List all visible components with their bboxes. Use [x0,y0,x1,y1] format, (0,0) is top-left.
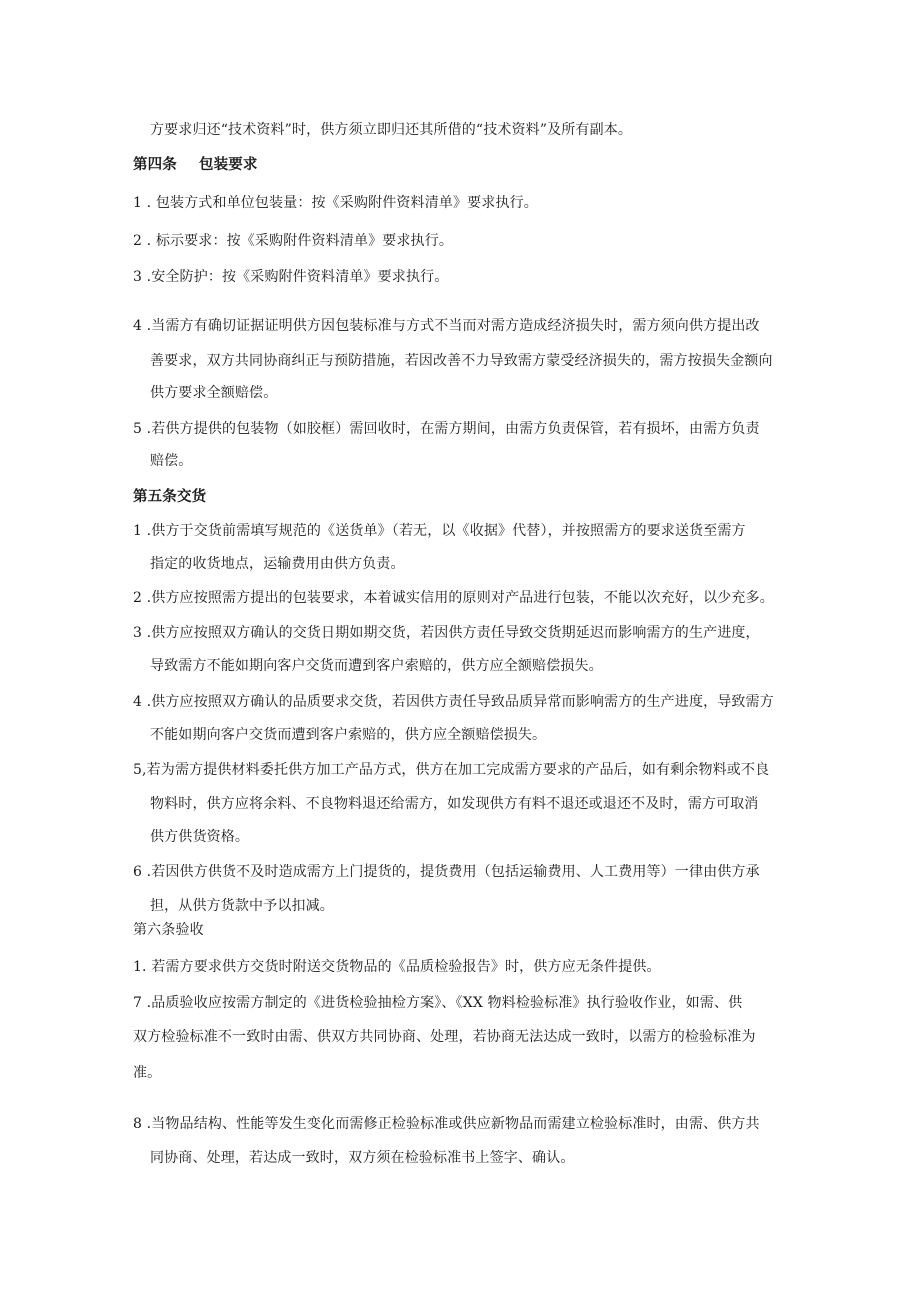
article6-item7-line1: 7 .品质验收应按需方制定的《进货检验抽检方案》、《XX 物料检验标准》执行验收作业，如需、供 [133,995,743,1011]
article5-item1-line1: 1 .供方于交货前需填写规范的《送货单》（若无，以《收据》代替），并按照需方的要求送货至需方 [133,523,746,539]
article5-item2: 2 .供方应按照需方提出的包装要求，本着诚实信用的原则对产品进行包装，不能以次充好，以少充多。 [133,590,774,606]
article4-number: 第四条 [133,157,177,173]
article5-item5-line1: 5,若为需方提供材料委托供方加工产品方式，供方在加工完成需方要求的产品后，如有剩余物料或不良 [133,762,770,778]
article5-item6-line1: 6 .若因供方供货不及时造成需方上门提货的，提货费用（包括运输费用、人工费用等）一律由供方承 [133,864,760,880]
article5-item5-line3: 供方供货资格。 [150,829,250,845]
article4-item3: 3 .安全防护：按《采购附件资料清单》要求执行。 [133,269,449,285]
article5-item4-line2: 不能如期向客户交货而遭到客户索赔的，供方应全额赔偿损失。 [150,727,547,743]
article4-title: 包装要求 [198,157,258,173]
article4-item5-line1: 5 .若供方提供的包装物（如胶框）需回收时，在需方期间，由需方负责保管，若有损坏，由需方负责 [133,421,760,437]
article6-heading: 第六条验收 [133,922,204,938]
article6-item8-line2: 同协商、处理，若达成一致时，双方须在检验标准书上签字、确认。 [150,1150,575,1166]
article5-item3-line2: 导致需方不能如期向客户交货而遭到客户索赔的，供方应全额赔偿损失。 [150,658,603,674]
article6-item1: 1. 若需方要求供方交货时附送交货物品的《品质检验报告》时，供方应无条件提供。 [133,959,661,975]
article4-item5-line2: 赔偿。 [150,453,193,469]
article5-item1-line2: 指定的收货地点，运输费用由供方负责。 [150,556,405,572]
article4-heading [133,155,258,175]
article4-item4-line1: 4 .当需方有确切证据证明供方因包装标准与方式不当而对需方造成经济损失时，需方须向供方提出改 [133,318,760,334]
article4-item1: 1 . 包装方式和单位包装量：按《采购附件资料清单》要求执行。 [133,195,538,211]
article6-item7-line2: 双方检验标准不一致时由需、供双方共同协商、处理，若协商无法达成一致时，以需方的检验标准为 [133,1029,756,1045]
article5-item5-line2: 物料时，供方应将余料、不良物料退还给需方，如发现供方有料不退还或退还不及时，需方可取消 [150,796,759,812]
article6-item7-line3: 准。 [133,1065,162,1081]
article5-heading: 第五条交货 [133,489,207,505]
article6-item8-line1: 8 .当物品结构、性能等发生变化而需修正检验标准或供应新物品而需建立检验标准时，由需、供方共 [133,1116,760,1132]
article4-item2: 2 . 标示要求：按《采购附件资料清单》要求执行。 [133,233,454,249]
article5-item6-line2: 担，从供方货款中予以扣减。 [150,898,334,914]
article4-item4-line2: 善要求，双方共同协商纠正与预防措施，若因改善不力导致需方蒙受经济损失的，需方按损失金额向 [150,353,773,369]
article5-item3-line1: 3 .供方应按照双方确认的交货日期如期交货，若因供方责任导致交货期延迟而影响需方的生产进度， [133,625,760,641]
continuation-line: 方要求归还“技术资料”时，供方须立即归还其所借的“技术资料”及所有副本。 [150,122,633,138]
article4-item4-line3: 供方要求全额赔偿。 [150,385,278,401]
article5-item4-line1: 4 .供方应按照双方确认的品质要求交货，若因供方责任导致品质异常而影响需方的生产进度，导致需方 [133,694,774,710]
